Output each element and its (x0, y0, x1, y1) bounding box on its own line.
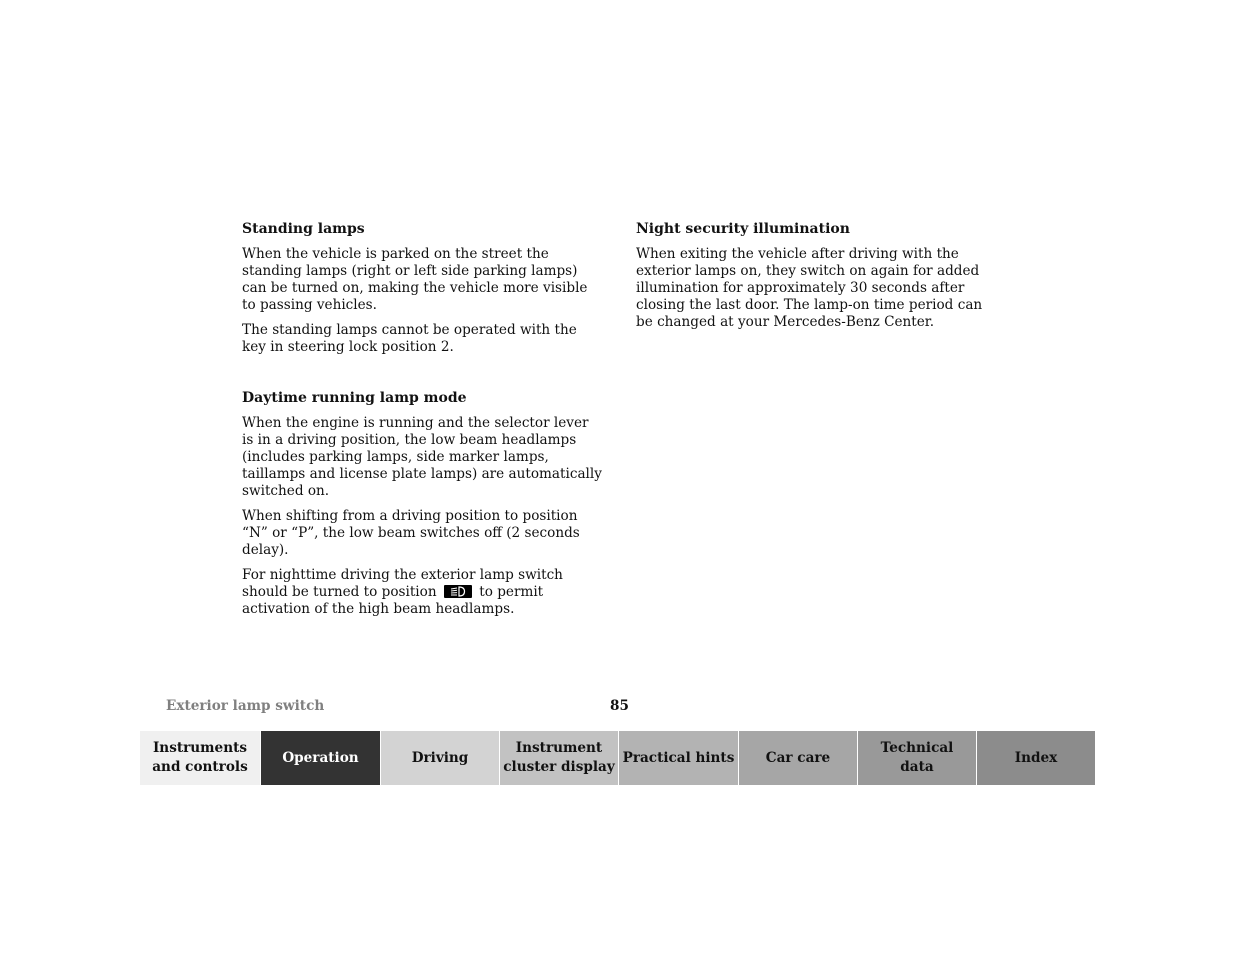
daytime-running-paragraph-3 (242, 567, 604, 618)
low-beam-headlamp-icon (444, 585, 472, 598)
footer-section-title: Exterior lamp switch (166, 698, 325, 714)
tab-driving[interactable]: Driving (380, 731, 499, 785)
section-spacer (242, 364, 604, 390)
standing-lamps-paragraph-1: When the vehicle is parked on the street the standing lamps (right or left side parking lamps) can be turned on, making the vehicle more visible to passing vehicles. (242, 246, 588, 313)
paragraph-3-text-before: For nighttime driving the exterior lamp switch should be turned to position (242, 567, 563, 600)
chapter-tab-bar (140, 731, 1095, 785)
daytime-running-paragraph-1: When the engine is running and the selector lever is in a driving position, the low beam headlamps (includes parking lamps, side marker lamps, taillamps and license plate lamps) are automatically switched on. (242, 415, 602, 499)
night-security-paragraph-1: When exiting the vehicle after driving with the exterior lamps on, they switch on again for added illumination for approximately 30 seconds after closing the last door. The lamp-on time period can be changed at your Mercedes-Benz Center. (636, 246, 983, 330)
tab-instrument-cluster-display[interactable]: Instrument cluster display (499, 731, 618, 785)
daytime-running-paragraph-2: When shifting from a driving position to position “N” or “P”, the low beam switches off (2 seconds delay). (242, 508, 580, 558)
daytime-running-heading: Daytime running lamp mode (242, 390, 467, 406)
standing-lamps-paragraph-2: The standing lamps cannot be operated with the key in steering lock position 2. (242, 322, 577, 355)
paragraph-3-text-after: to permit activation of the high beam headlamps. (242, 584, 544, 617)
night-security-heading: Night security illumination (636, 221, 850, 237)
tab-technical-data[interactable]: Technical data (857, 731, 976, 785)
right-column (636, 221, 998, 339)
tab-practical-hints[interactable]: Practical hints (618, 731, 738, 785)
tab-car-care[interactable]: Car care (738, 731, 857, 785)
tab-instruments-and-controls[interactable]: Instruments and controls (140, 731, 260, 785)
left-column (242, 221, 604, 626)
standing-lamps-heading: Standing lamps (242, 221, 365, 237)
page-number: 85 (610, 698, 629, 714)
tab-operation[interactable]: Operation (260, 731, 380, 785)
tab-index[interactable]: Index (976, 731, 1095, 785)
